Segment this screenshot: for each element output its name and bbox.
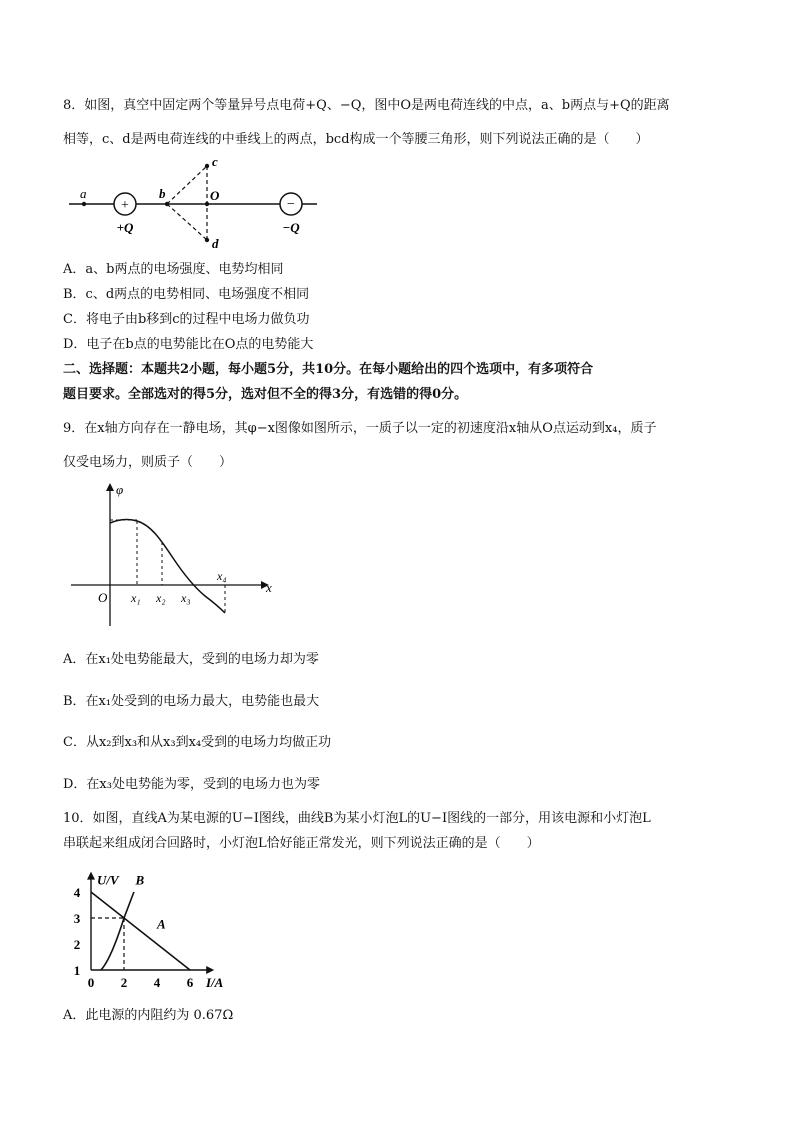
q9-stem-line2: 仅受电场力，则质子（ ） bbox=[63, 455, 233, 470]
u-axis-arrow-icon bbox=[87, 872, 95, 880]
x-axis-label: I/A bbox=[206, 975, 224, 990]
point-d bbox=[205, 238, 209, 242]
minus-sign: − bbox=[287, 197, 295, 212]
origin-label: O bbox=[98, 590, 108, 605]
y-tick-label: 1 bbox=[73, 963, 81, 978]
series-a-label: A bbox=[157, 916, 166, 932]
q9-option-b: B．在x₁处受到的电场力最大，电势能也最大 bbox=[63, 694, 320, 709]
q8-option-c: C．将电子由b移到c的过程中电场力做负功 bbox=[63, 312, 310, 327]
point-a bbox=[82, 202, 86, 206]
x2-label: x₂ bbox=[156, 591, 166, 605]
q10-option-a: A．此电源的内阻约为 0.67Ω bbox=[63, 1008, 234, 1023]
x4-label: x₄ bbox=[217, 569, 227, 583]
phi-curve bbox=[110, 520, 225, 613]
q8-option-a: A．a、b两点的电场强度、电势均相同 bbox=[63, 262, 284, 277]
q10-stem-line2: 串联起来组成闭合回路时，小灯泡L恰好能正常发光，则下列说法正确的是（ ） bbox=[63, 836, 540, 851]
plus-sign: + bbox=[121, 198, 129, 213]
i-axis-arrow-icon bbox=[206, 966, 214, 974]
q8-figure bbox=[63, 152, 323, 256]
y-tick-label: 3 bbox=[73, 911, 81, 926]
q9-phi-x-graph bbox=[63, 478, 278, 628]
label-b: b bbox=[159, 186, 166, 201]
y-tick-label: 4 bbox=[73, 885, 81, 900]
label-d: d bbox=[212, 236, 219, 251]
y-axis-label: U/V bbox=[97, 872, 119, 888]
x-label: x bbox=[266, 580, 272, 595]
x-tick-label: 6 bbox=[186, 975, 194, 990]
x-tick-label: 2 bbox=[120, 975, 128, 990]
x3-label: x₃ bbox=[181, 591, 191, 605]
x-tick-label: 0 bbox=[87, 975, 95, 990]
point-b bbox=[165, 202, 169, 206]
label-minusQ: −Q bbox=[282, 220, 300, 235]
x-tick-label: 4 bbox=[153, 975, 161, 990]
q9-option-d: D．在x₃处电势能为零，受到的电场力也为零 bbox=[63, 777, 320, 792]
label-plusQ: +Q bbox=[116, 220, 134, 235]
q8-charge-diagram bbox=[63, 152, 323, 252]
q10-figure bbox=[63, 860, 238, 1004]
q8-stem-line1: 8．如图，真空中固定两个等量异号点电荷+Q、−Q，图中O是两电荷连线的中点，a、b两点与+Q的距离 bbox=[63, 98, 670, 113]
section2-line1: 二、选择题：本题共2小题，每小题5分，共10分。在每小题给出的四个选项中，有多项符合 bbox=[63, 362, 594, 377]
point-O bbox=[205, 202, 209, 206]
series-a-line bbox=[91, 892, 190, 970]
y-tick-label: 2 bbox=[73, 937, 81, 952]
phi-label: φ bbox=[116, 482, 124, 497]
x1-label: x₁ bbox=[131, 591, 141, 605]
q10-ui-chart bbox=[63, 860, 238, 1000]
q9-stem-line1: 9．在x轴方向存在一静电场，其φ−x图像如图所示，一质子以一定的初速度沿x轴从O点运动到x₄，质子 bbox=[63, 421, 657, 436]
q8-stem-line2: 相等，c、d是两电荷连线的中垂线上的两点，bcd构成一个等腰三角形，则下列说法正确的是（ ） bbox=[63, 132, 649, 147]
label-c: c bbox=[212, 154, 218, 169]
point-c bbox=[205, 164, 209, 168]
series-b-label: B bbox=[135, 872, 145, 888]
q9-figure bbox=[63, 478, 278, 632]
q8-option-d: D．电子在b点的电势能比在O点的电势能大 bbox=[63, 337, 314, 352]
section2-line2: 题目要求。全部选对的得5分，选对但不全的得3分，有选错的得0分。 bbox=[63, 387, 468, 402]
q8-option-b: B．c、d两点的电势相同、电场强度不相同 bbox=[63, 287, 310, 302]
dash-b-d bbox=[167, 204, 207, 240]
q10-stem-line1: 10．如图，直线A为某电源的U−I图线，曲线B为某小灯泡L的U−I图线的一部分，用该电源和小灯泡L bbox=[63, 811, 651, 826]
q9-option-c: C．从x₂到x₃和从x₃到x₄受到的电场力均做正功 bbox=[63, 735, 332, 750]
dash-b-c bbox=[167, 166, 207, 204]
label-a: a bbox=[80, 186, 87, 201]
q9-option-a: A．在x₁处电势能最大，受到的电场力却为零 bbox=[63, 652, 319, 667]
phi-axis-arrow-icon bbox=[106, 483, 114, 491]
label-O: O bbox=[210, 188, 220, 203]
